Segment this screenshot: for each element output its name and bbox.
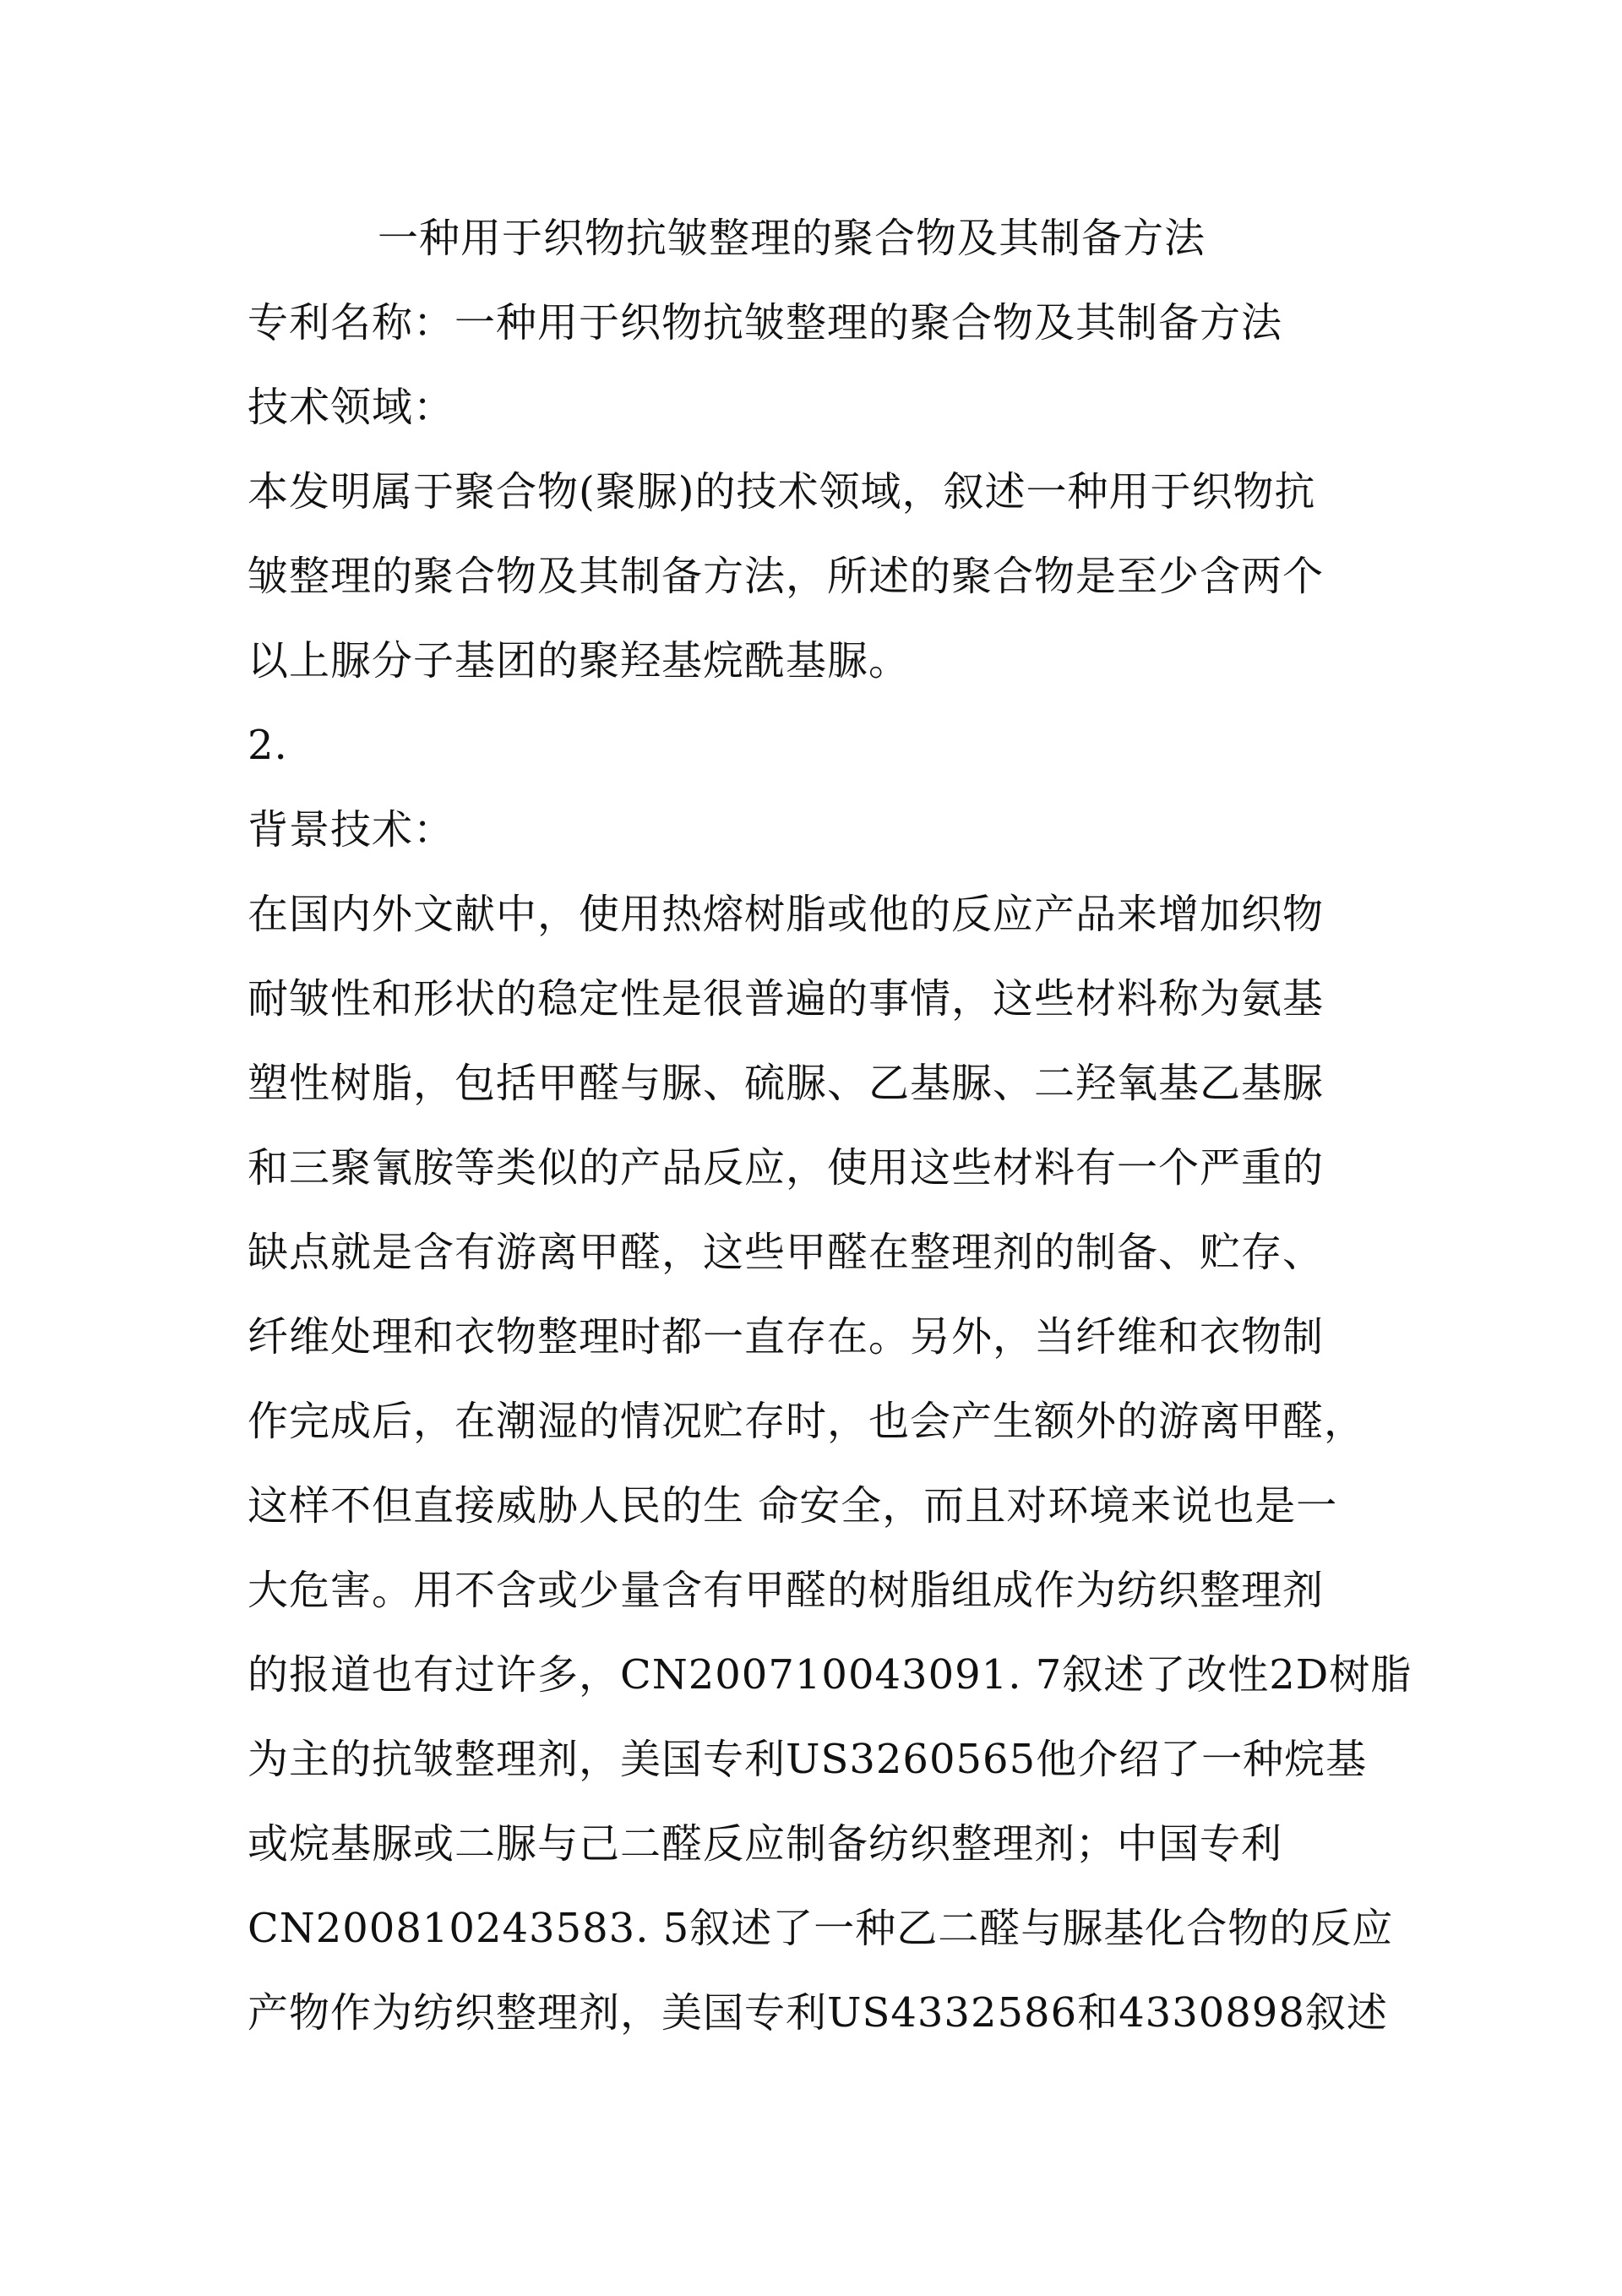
text-line: 作完成后，在潮湿的情况贮存时，也会产生额外的游离甲醛， [248,1398,1366,1445]
text-line: 这样不但直接威胁人民的生 命安全，而且对环境来说也是一 [248,1482,1338,1530]
text-line: 专利名称：一种用于织物抗皱整理的聚合物及其制备方法 [248,299,1283,346]
text-line: 产物作为纺织整理剂，美国专利US4332586和4330898叙述 [248,1989,1388,2037]
document-body [248,296,1430,2070]
document-title: 一种用于织物抗皱整理的聚合物及其制备方法 [378,215,1206,262]
text-line: 以上脲分子基团的聚羟基烷酰基脲。 [248,637,911,684]
text-line: 和三聚氰胺等类似的产品反应，使用这些材料有一个严重的 [248,1144,1325,1192]
text-line: 或烷基脲或二脲与己二醛反应制备纺织整理剂；中国专利 [248,1820,1283,1868]
text-line: 背景技术： [248,806,455,854]
text-line: 缺点就是含有游离甲醛，这些甲醛在整理剂的制备、贮存、 [248,1229,1325,1276]
text-line: 为主的抗皱整理剂，美国专利US3260565他介绍了一种烷基 [248,1736,1368,1783]
text-line: 耐皱性和形状的稳定性是很普遍的事情，这些材料称为氨基 [248,975,1325,1023]
text-line: 大危害。用不含或少量含有甲醛的树脂组成作为纺织整理剂 [248,1567,1325,1614]
text-line: 技术领域： [248,384,455,431]
text-line: 塑性树脂，包括甲醛与脲、硫脲、乙基脲、二羟氧基乙基脲 [248,1060,1325,1107]
text-line: CN200810243583. 5叙述了一种乙二醛与脲基化合物的反应 [248,1905,1394,1952]
text-line: 在国内外文献中，使用热熔树脂或他的反应产品来增加织物 [248,891,1325,938]
text-line: 的报道也有过许多，CN200710043091. 7叙述了改性2D树脂 [248,1651,1412,1699]
text-line: 本发明属于聚合物(聚脲)的技术领域，叙述一种用于织物抗 [248,468,1316,515]
text-line: 2. [248,722,288,769]
text-line: 皱整理的聚合物及其制备方法，所述的聚合物是至少含两个 [248,553,1325,600]
text-line: 纤维处理和衣物整理时都一直存在。另外，当纤维和衣物制 [248,1313,1325,1361]
